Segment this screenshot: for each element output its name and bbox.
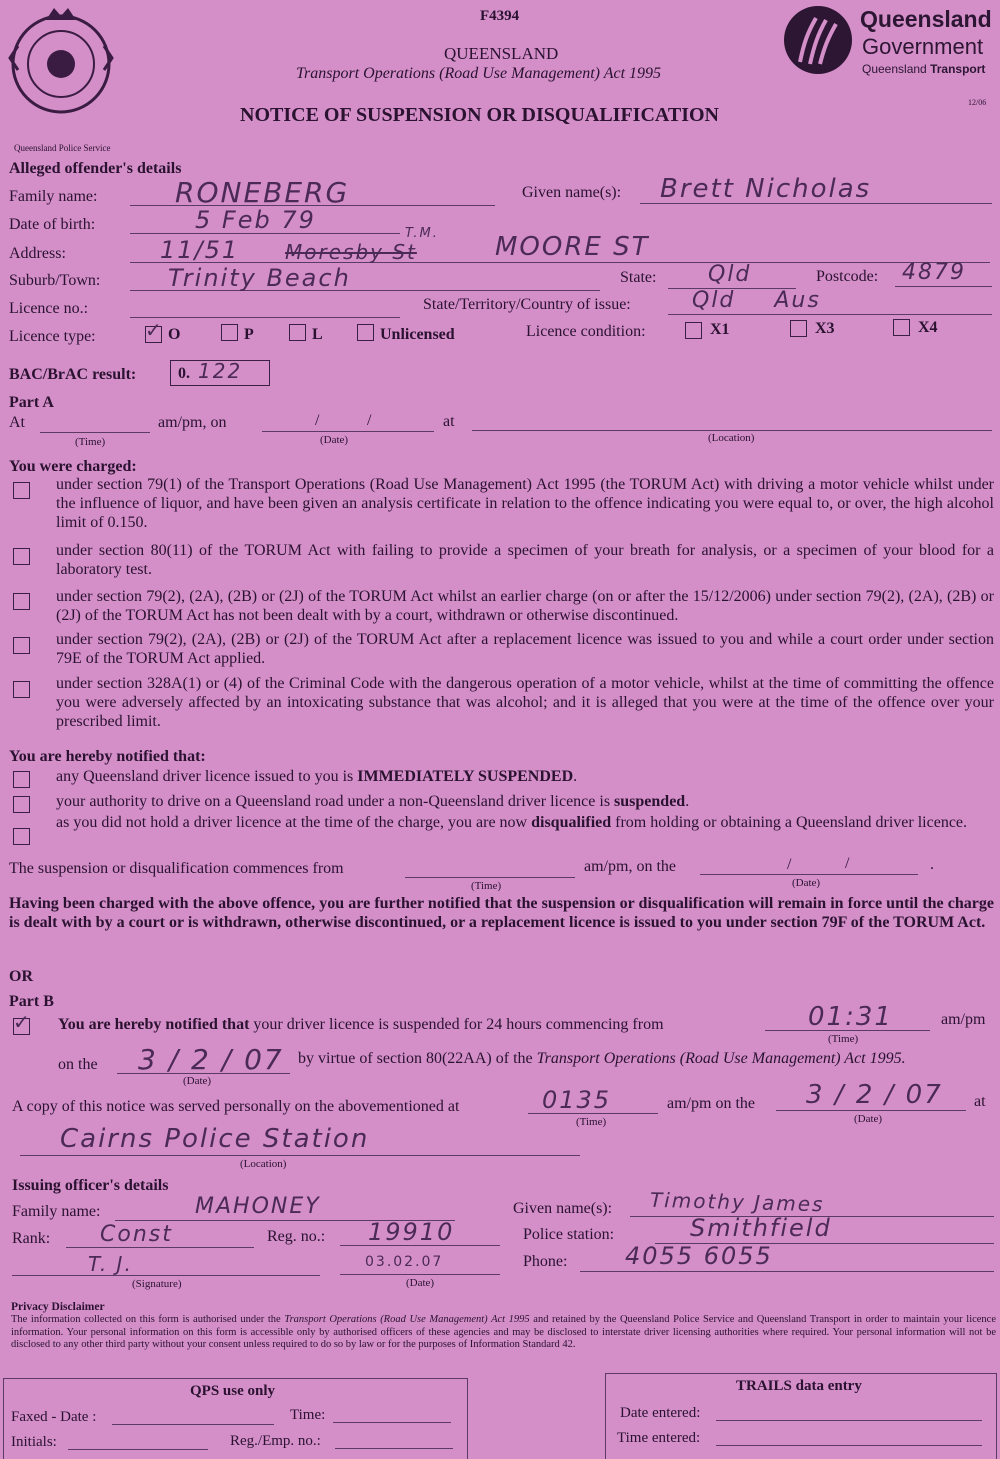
licence-no-label: Licence no.:	[9, 300, 89, 317]
part-b-heading: Part B	[9, 993, 54, 1010]
charge-4-checkbox[interactable]	[13, 637, 30, 654]
commences-date-caption: (Date)	[792, 877, 821, 889]
privacy-text: The information collected on this form is authorised under the Transport Operations (Road Use Management) Act 1995 and retained by the Queensland Police Service and Queensland Transport in order to maintain your licence information. Your personal information on this form is accessible only by authorised officers of these agencies and may be disclosed to interstate driver licensing authorities where required. Your personal information will not be disclosed to any other third party without your consent unless required to do so by law or for the purposes of Information Standard 42.	[11, 1314, 996, 1350]
part-b-checkmark-icon: ✓	[13, 1010, 32, 1034]
officer-heading: Issuing officer's details	[12, 1177, 169, 1194]
charge-3-text: under section 79(2), (2A), (2B) or (2J) of the TORUM Act whilst an earlier charge (on or after the 15/12/2006) under section 79(2), (2A), (2B) or (2J) of the TORUM Act has not been dealt with by a court, withdrawn or otherwise discontinued.	[56, 588, 994, 624]
notice-3-checkbox[interactable]	[13, 828, 30, 845]
officer-station-value[interactable]: Smithfield	[690, 1214, 832, 1242]
charge-5-checkbox[interactable]	[13, 681, 30, 698]
part-b-commencing-time[interactable]: 01:31	[808, 1002, 893, 1032]
officer-signature-date[interactable]: 03.02.07	[365, 1254, 444, 1270]
charge-1-text: under section 79(1) of the Transport Operations (Road Use Management) Act 1995 (the TORUM Act) with driving a motor vehicle whilst under the influence of liquor, and have been given an analysis certificate in relation to the offence indicating you were equal to, or over, the high alcohol limit of 0.150.	[56, 476, 994, 531]
officer-phone-value[interactable]: 4055 6055	[625, 1242, 773, 1270]
commences-ampm: am/pm, on the	[584, 858, 676, 875]
part-a-date-slash-2: /	[367, 412, 372, 429]
address-label: Address:	[9, 245, 66, 262]
issue-label: State/Territory/Country of issue:	[423, 296, 631, 313]
served-at: at	[974, 1093, 986, 1110]
licence-type-l-checkbox[interactable]	[289, 324, 306, 341]
header-act: Transport Operations (Road Use Management) Act 1995	[296, 65, 662, 82]
charge-2-checkbox[interactable]	[13, 548, 30, 565]
part-a-date-slash-1: /	[315, 412, 320, 429]
notice-1-checkbox[interactable]	[13, 771, 30, 788]
officer-date-caption: (Date)	[406, 1277, 435, 1289]
gov-line-1: Queensland	[860, 6, 992, 32]
police-logo	[6, 6, 116, 116]
qps-initials-label: Initials:	[11, 1434, 57, 1450]
condition-x1-checkbox[interactable]	[685, 322, 702, 339]
part-a-at2: at	[443, 413, 455, 430]
served-time[interactable]: 0135	[542, 1086, 612, 1114]
condition-x3-checkbox[interactable]	[790, 320, 807, 337]
government-emblem-icon	[782, 4, 854, 76]
condition-x1-label: X1	[710, 321, 730, 338]
trails-date-label: Date entered:	[620, 1405, 701, 1421]
gov-line-2: Government	[862, 34, 984, 59]
part-b-notified: You are hereby notified that your driver licence is suspended for 24 hours commencing from	[58, 1016, 664, 1033]
part-b-ampm: am/pm	[941, 1011, 986, 1028]
licence-type-label: Licence type:	[9, 328, 96, 345]
page-title: NOTICE OF SUSPENSION OR DISQUALIFICATION	[240, 104, 719, 126]
part-b-date-caption: (Date)	[183, 1075, 212, 1087]
condition-x4-checkbox[interactable]	[893, 319, 910, 336]
address-correction-initials: T.M.	[405, 226, 439, 241]
commences-time-caption: (Time)	[471, 880, 502, 892]
family-name-label: Family name:	[9, 188, 98, 205]
queensland-government-logo	[782, 2, 997, 82]
served-date[interactable]: 3 / 2 / 07	[806, 1080, 943, 1110]
part-a-ampm-on: am/pm, on	[158, 414, 227, 431]
officer-reg-value[interactable]: 19910	[368, 1218, 455, 1246]
officer-given-value[interactable]: Timothy James	[649, 1187, 825, 1217]
licence-type-o-label: O	[168, 326, 181, 343]
bac-prefix: 0.	[178, 365, 190, 382]
bold-statement: Having been charged with the above offence, you are further notified that the suspension or disqualification will remain in force until the charge is dealt with by a court or is withdrawn, otherwise discontinued, or a replacement licence is issued to you under section 79F of the TORUM Act.	[9, 895, 994, 931]
commences-slash-1: /	[787, 856, 792, 873]
qps-reg-emp-label: Reg./Emp. no.:	[230, 1433, 321, 1449]
officer-given-label: Given name(s):	[513, 1200, 613, 1217]
header-state: QUEENSLAND	[444, 44, 559, 63]
form-version: 12/06	[968, 98, 987, 107]
licence-type-p-label: P	[244, 326, 254, 343]
address-unit[interactable]: 11/51	[160, 236, 240, 264]
charge-3-checkbox[interactable]	[13, 593, 30, 610]
given-name-label: Given name(s):	[522, 184, 622, 201]
family-name-value[interactable]: RONEBERG	[175, 176, 350, 209]
part-a-location-caption: (Location)	[708, 432, 755, 444]
part-b-time-caption: (Time)	[828, 1033, 859, 1045]
served-ampm: am/pm on the	[667, 1095, 755, 1112]
officer-family-value[interactable]: MAHONEY	[195, 1194, 321, 1219]
notified-heading: You are hereby notified that:	[9, 748, 206, 765]
given-name-value[interactable]: Brett Nicholas	[660, 174, 872, 204]
commences-period: .	[930, 856, 934, 873]
served-date-caption: (Date)	[854, 1113, 883, 1125]
officer-signature-caption: (Signature)	[132, 1278, 182, 1290]
commences-label: The suspension or disqualification commences from	[9, 860, 344, 877]
postcode-label: Postcode:	[816, 268, 879, 285]
licence-type-l-label: L	[312, 326, 323, 343]
form-code: F4394	[480, 8, 520, 24]
notice-2-checkbox[interactable]	[13, 796, 30, 813]
postcode-value[interactable]: 4879	[902, 260, 966, 285]
charge-4-text: under section 79(2), (2A), (2B) or (2J) of the TORUM Act after a replacement licence was issued to you and while a court order under section 79E of the TORUM Act applied.	[56, 631, 994, 667]
commences-slash-2: /	[845, 855, 850, 872]
address-struck-out: Moresby St	[285, 240, 417, 264]
dob-value[interactable]: 5 Feb 79	[195, 206, 316, 234]
issue-value[interactable]: Qld Aus	[692, 288, 821, 313]
licence-type-p-checkbox[interactable]	[221, 324, 238, 341]
officer-phone-label: Phone:	[523, 1253, 568, 1270]
notice-2-text: your authority to drive on a Queensland road under a non-Queensland driver licence is suspended.	[56, 793, 690, 810]
served-text: A copy of this notice was served personally on the abovementioned at	[12, 1098, 460, 1115]
or-divider: OR	[9, 968, 33, 985]
notice-1-text: any Queensland driver licence issued to you is IMMEDIATELY SUSPENDED.	[56, 768, 578, 785]
trails-time-label: Time entered:	[617, 1430, 701, 1446]
state-value[interactable]: Qld	[708, 262, 752, 287]
charge-5-text: under section 328A(1) or (4) of the Criminal Code with the dangerous operation of a motor vehicle, whilst at the time of committing the offence you were adversely affected by an intoxicating substance that was alcohol; and it is alleged that you were at the time of the offence over your prescribed limit.	[56, 675, 994, 730]
charge-1-checkbox[interactable]	[13, 482, 30, 499]
served-time-caption: (Time)	[576, 1116, 607, 1128]
notice-3-text: as you did not hold a driver licence at the time of the charge, you are now disqualified from holding or obtaining a Queensland driver licence.	[56, 814, 968, 831]
charged-heading: You were charged:	[9, 458, 137, 475]
condition-x3-label: X3	[815, 320, 835, 337]
gov-line-3: Queensland Transport	[862, 62, 986, 76]
part-a-heading: Part A	[9, 394, 54, 411]
police-badge-icon	[6, 6, 116, 116]
officer-reg-label: Reg. no.:	[267, 1228, 326, 1245]
checkmark-icon: ✓	[145, 318, 164, 342]
bac-value: 122	[198, 359, 243, 383]
qps-faxed-label: Faxed - Date :	[11, 1409, 97, 1425]
licence-type-unlicensed-checkbox[interactable]	[357, 324, 374, 341]
served-location[interactable]: Cairns Police Station	[60, 1124, 370, 1154]
offender-heading: Alleged offender's details	[9, 160, 182, 177]
privacy-heading: Privacy Disclaimer	[11, 1301, 105, 1313]
condition-x4-label: X4	[918, 319, 938, 336]
officer-rank-label: Rank:	[12, 1230, 51, 1247]
part-a-date-caption: (Date)	[320, 434, 349, 446]
suburb-value[interactable]: Trinity Beach	[168, 264, 351, 292]
trails-box-title: TRAILS data entry	[736, 1378, 862, 1394]
suburb-label: Suburb/Town:	[9, 272, 101, 289]
qps-box-title: QPS use only	[190, 1383, 276, 1399]
officer-family-label: Family name:	[12, 1203, 101, 1220]
part-b-on-the: on the	[58, 1056, 98, 1073]
part-b-virtue: by virtue of section 80(22AA) of the Transport Operations (Road Use Management) Act 1995.	[298, 1050, 906, 1067]
state-label: State:	[620, 269, 657, 286]
licence-condition-label: Licence condition:	[526, 323, 646, 340]
bac-label: BAC/BrAC result:	[9, 366, 137, 383]
address-street[interactable]: MOORE ST	[495, 232, 650, 262]
served-location-caption: (Location)	[240, 1158, 287, 1170]
dob-label: Date of birth:	[9, 216, 96, 233]
part-b-date-value[interactable]: 3 / 2 / 07	[138, 1043, 284, 1076]
qps-time-label: Time:	[290, 1407, 326, 1423]
charge-2-text: under section 80(11) of the TORUM Act with failing to provide a specimen of your breath for analysis, or a specimen of your blood for a laboratory test.	[56, 542, 994, 578]
officer-station-label: Police station:	[523, 1226, 615, 1243]
licence-type-unlicensed-label: Unlicensed	[380, 326, 455, 343]
police-caption: Queensland Police Service	[14, 143, 111, 153]
officer-signature: T. J.	[88, 1252, 133, 1276]
part-a-time-caption: (Time)	[75, 436, 106, 448]
officer-rank-value[interactable]: Const	[100, 1222, 173, 1247]
part-a-at-label: At	[9, 414, 25, 431]
